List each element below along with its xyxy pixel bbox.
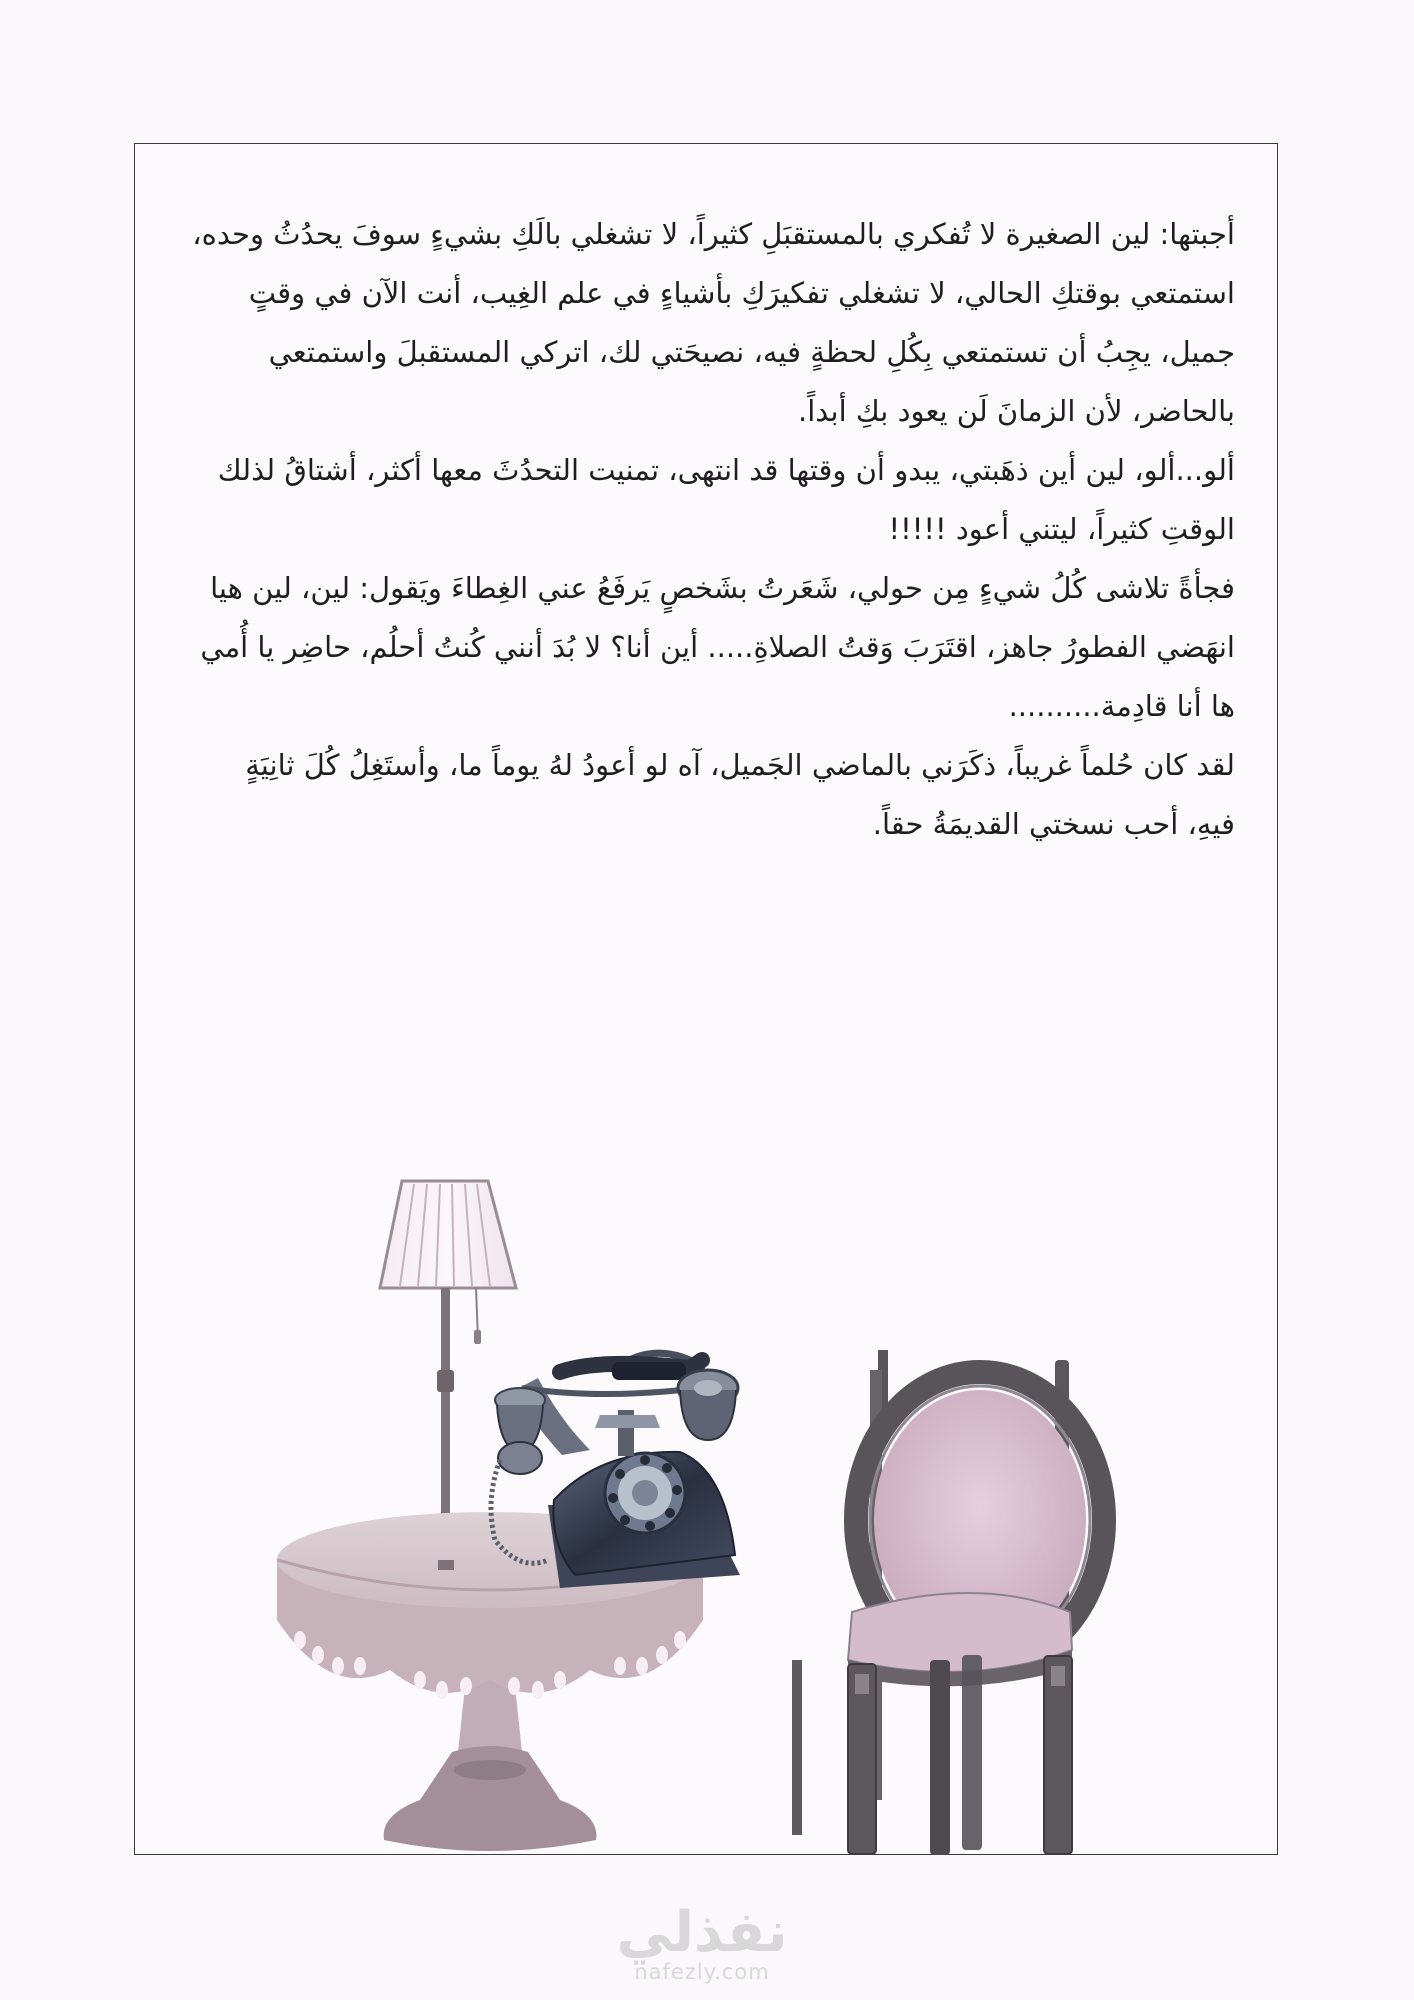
watermark-url: nafezly.com (634, 1960, 770, 1984)
telephone-mouthpiece (495, 1388, 545, 1474)
chair (700, 1150, 1104, 1855)
story-paragraph-4: لقد كان حُلماً غريباً، ذكَرَني بالماضي الجَميل، آه لو أعودُ لهُ يوماً ما، وأستَغِلُ كُلَ ثانِيَةٍ فيهِ، أحب نسختي القديمَةُ حقاً. (245, 748, 1235, 841)
watermark (612, 1900, 792, 1984)
floor-lamp (380, 1181, 516, 1568)
story-paragraph-2: ألو...ألو، لين أين ذهَبتي، يبدو أن وقتها قد انتهى، تمنيت التحدُثَ معها أكثر، أشتاقُ لذلك الوقتِ كثيراً، ليتني أعود !!!!! (217, 453, 1235, 546)
story-paragraph-1: أجبتها: لين الصغيرة لا تُفكري بالمستقبَلِ كثيراً، لا تشغلي بالَكِ بشيءٍ سوفَ يحدُثُ وحده، استمتعي بوقتكِ الحالي، لا تشغلي تفكيرَكِ بأشياءٍ في علم الغِيب، أنت الآن في وقتٍ جميل، يجِبُ أن تستمتعي بِكُلِ لحظةٍ فيه، نصيحَتي لك، اتركي المستقبلَ واستمتعي بالحاضر، لأن الزمانَ لَن يعود بكِ أبداً. (192, 217, 1235, 428)
watermark-logo-text: نفذلي (616, 1900, 788, 1965)
story-paragraph-3: فجأةً تلاشى كُلُ شيءٍ مِن حولي، شَعَرتُ بشَخصٍ يَرفَعُ عني الغِطاءَ ويَقول: لين، لين هيا انهَضي الفطورُ جاهز، اقتَرَبَ وَقتُ الصلاةِ..... أين أنا؟ لا بُدَ أنني كُنتُ أحلُم، حاضِر يا أُمي ها أنا قادِمة.......... (200, 571, 1235, 723)
